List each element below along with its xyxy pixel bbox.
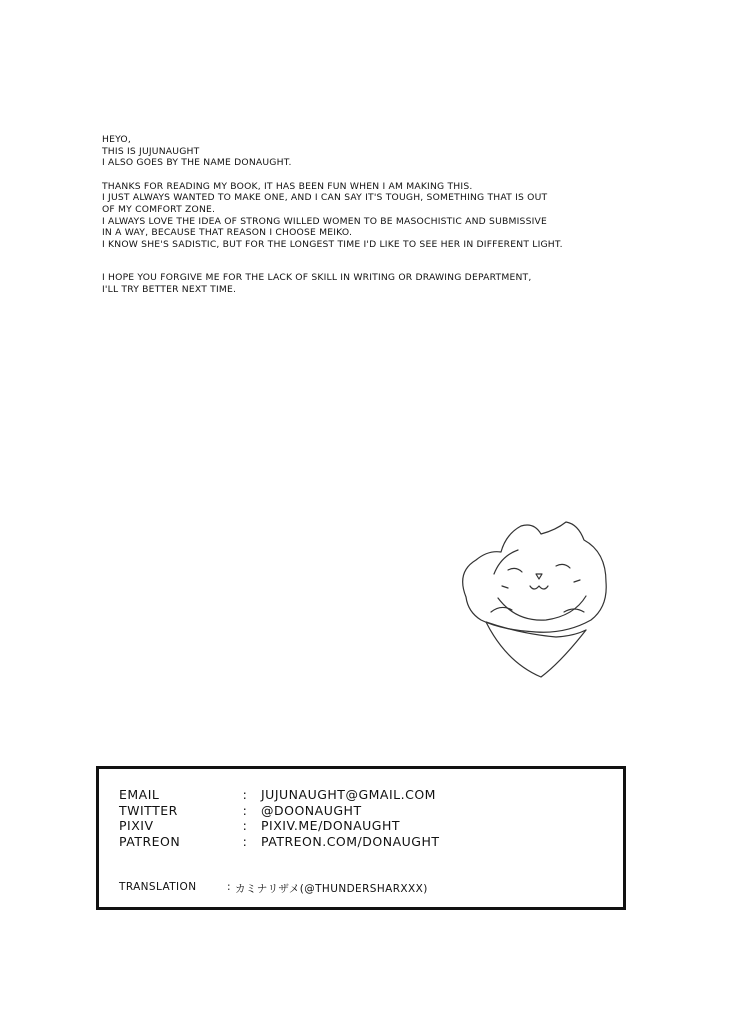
letter-line: I ALWAYS LOVE THE IDEA OF STRONG WILLED WOMEN TO BE MASOCHISTIC AND SUBMISSIVE	[102, 215, 547, 227]
letter-line: THIS IS JUJUNAUGHT	[102, 145, 200, 157]
letter-line: I'LL TRY BETTER NEXT TIME.	[102, 283, 237, 295]
contact-row-twitter	[119, 803, 440, 819]
contact-value: JUJUNAUGHT@GMAIL.COM	[261, 787, 436, 802]
letter-line: THANKS FOR READING MY BOOK, IT HAS BEEN FUN WHEN I AM MAKING THIS.	[102, 180, 473, 192]
sleeping-cat-mascot-icon	[446, 512, 616, 682]
contact-list	[119, 787, 440, 849]
contact-value: PATREON.COM/DONAUGHT	[261, 833, 440, 849]
letter-line: IN A WAY, BECAUSE THAT REASON I CHOOSE MEIKO.	[102, 227, 353, 239]
contact-label: TWITTER	[119, 802, 178, 818]
contact-info-box	[96, 766, 626, 910]
translation-separator: :	[227, 881, 231, 893]
letter-body	[102, 181, 722, 251]
contact-value: PIXIV.ME/DONAUGHT	[261, 818, 401, 833]
contact-separator: :	[242, 818, 248, 833]
letter-line: I HOPE YOU FORGIVE ME FOR THE LACK OF SKILL IN WRITING OR DRAWING DEPARTMENT,	[102, 272, 532, 284]
letter-line: HEYO,	[102, 134, 131, 145]
letter-line: OF MY COMFORT ZONE.	[102, 203, 216, 215]
letter-line: I KNOW SHE'S SADISTIC, BUT FOR THE LONGEST TIME I'D LIKE TO SEE HER IN DIFFERENT LIGHT.	[102, 238, 563, 250]
letter-line: I JUST ALWAYS WANTED TO MAKE ONE, AND I CAN SAY IT'S TOUGH, SOMETHING THAT IS OUT	[102, 192, 548, 204]
contact-label: EMAIL	[119, 787, 160, 802]
contact-label: PATREON	[119, 833, 181, 849]
letter-greeting	[102, 134, 722, 169]
contact-separator: :	[242, 802, 248, 818]
letter-closing	[102, 272, 722, 295]
contact-label: PIXIV	[119, 818, 154, 833]
letter-line: I ALSO GOES BY THE NAME DONAUGHT.	[102, 157, 292, 169]
translation-credit	[119, 881, 428, 896]
contact-row-pixiv	[119, 818, 440, 834]
translation-label: TRANSLATION	[119, 881, 197, 893]
contact-row-patreon	[119, 834, 440, 850]
contact-separator: :	[242, 833, 248, 849]
translation-value: カミナリザメ(@THUNDERSHARXXX)	[234, 883, 428, 895]
afterword-letter	[102, 134, 722, 308]
contact-value: @DOONAUGHT	[261, 802, 362, 818]
contact-row-email	[119, 787, 440, 803]
contact-separator: :	[242, 787, 248, 802]
